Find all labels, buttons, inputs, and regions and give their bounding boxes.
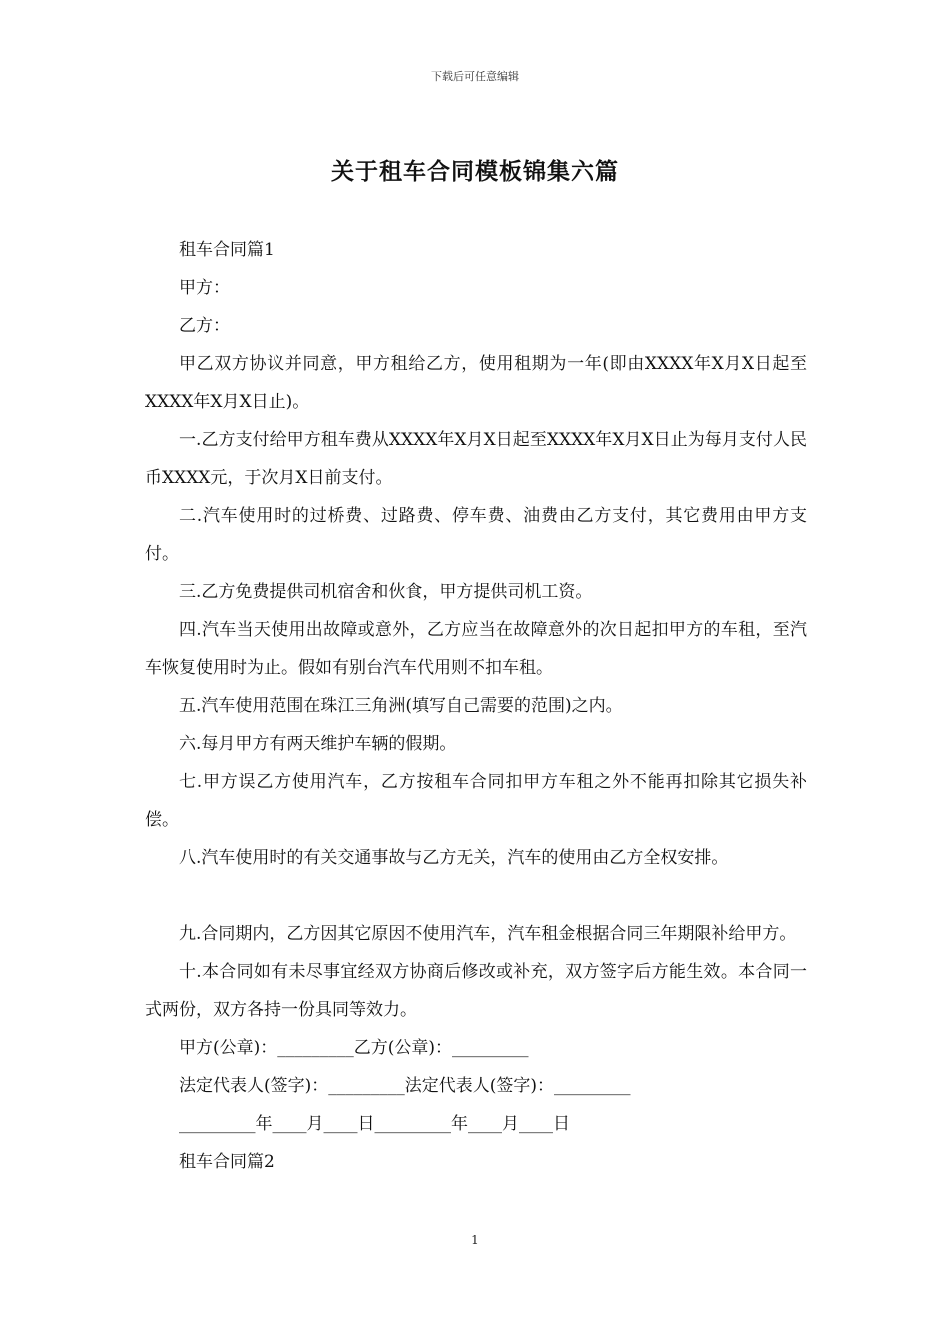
clause-5: 五.汽车使用范围在珠江三角洲(填写自己需要的范围)之内。	[179, 696, 623, 716]
clause-2: 二.汽车使用时的过桥费、过路费、停车费、油费由乙方支付，其它费用由甲方支付。	[145, 506, 807, 564]
document-body	[145, 231, 807, 1181]
section-heading-1: 租车合同篇1	[179, 240, 275, 260]
clause-1: 一.乙方支付给甲方租车费从XXXX年X月X日起至XXXX年X月X日止为每月支付人民币XXXX元，于次月X日前支付。	[145, 430, 807, 488]
agreement-intro-paragraph: 甲乙双方协议并同意，甲方租给乙方，使用租期为一年(即由XXXX年X月X日起至XXXX年X月X日止)。	[145, 354, 807, 412]
clause-4: 四.汽车当天使用出故障或意外，乙方应当在故障意外的次日起扣甲方的车租，至汽车恢复使用时为止。假如有别台汽车代用则不扣车租。	[145, 620, 807, 678]
document-title: 关于租车合同模板锦集六篇	[331, 158, 619, 185]
clause-7: 七.甲方误乙方使用汽车，乙方按租车合同扣甲方车租之外不能再扣除其它损失补偿。	[145, 772, 807, 830]
signature-line: 法定代表人(签字)：_________法定代表人(签字)：_________	[179, 1076, 631, 1096]
page-header-note: 下载后可任意编辑	[431, 70, 519, 83]
clause-9: 九.合同期内，乙方因其它原因不使用汽车，汽车租金根据合同三年期限补给甲方。	[179, 924, 797, 944]
clause-10: 十.本合同如有未尽事宜经双方协商后修改或补充，双方签字后方能生效。本合同一式两份，双方各持一份具同等效力。	[145, 962, 807, 1020]
clause-6: 六.每月甲方有两天维护车辆的假期。	[179, 734, 457, 754]
section-heading-2: 租车合同篇2	[179, 1152, 275, 1172]
seal-line: 甲方(公章)：_________乙方(公章)：_________	[179, 1038, 529, 1058]
clause-8: 八.汽车使用时的有关交通事故与乙方无关，汽车的使用由乙方全权安排。	[179, 848, 729, 868]
page-number: 1	[471, 1233, 479, 1247]
party-b-line: 乙方：	[179, 316, 230, 336]
party-a-line: 甲方：	[179, 278, 230, 298]
date-line: _________年____月____日_________年____月____日	[179, 1114, 570, 1134]
clause-3: 三.乙方免费提供司机宿舍和伙食，甲方提供司机工资。	[179, 582, 593, 602]
